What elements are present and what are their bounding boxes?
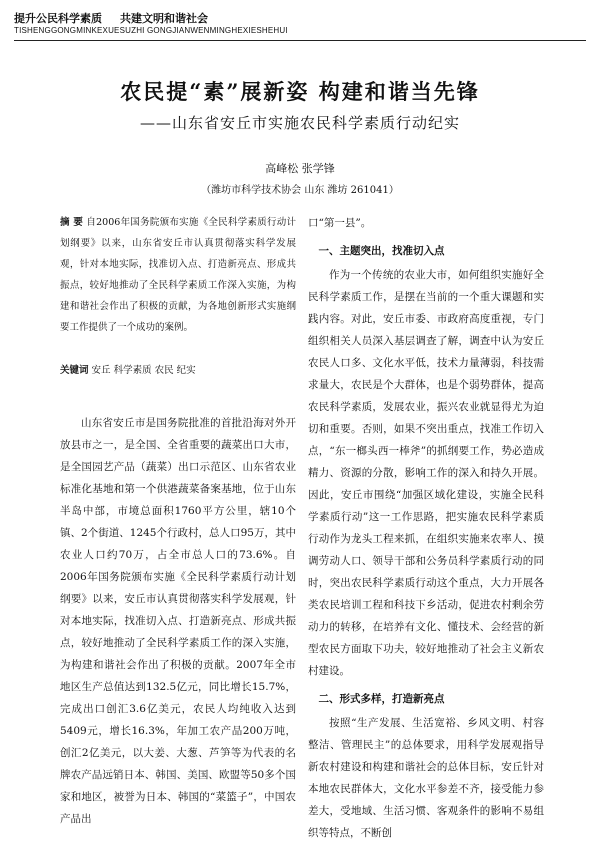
body-continuation: 口“第一县”。 — [308, 217, 372, 229]
left-column — [60, 212, 296, 830]
right-column — [308, 212, 544, 844]
article-title: 农民提“素”展新姿 构建和谐当先锋 — [120, 79, 480, 104]
abstract-label: 摘 要 — [60, 217, 84, 228]
running-header-cn — [14, 10, 586, 26]
body-paragraph-1: 作为一个传统的农业大市，如何组织实施好全民科学素质工作，是摆在当前的一个重大课题和实践内容。对此，安丘市委、市政府高度重视，专门组织相关人员深入基层调查了解，调查中认为安丘农民人口多、文化水平低，技术力量薄弱，科技需求量大，农民是个大群体，也是个弱势群体，提高农民科学素质，发展农业，振兴农业就显得尤为迫切和重要。否则，如果不突出重点，找准工作切入点，“东一榔头西一棒斧”的抓纲要工作，势必造成精力、资源的分散，影响工作的深入和持久开展。因此，安丘市围绕“加强区域化建设，实施全民科学素质行动”这一工作思路，把实施农民科学素质行动作为龙头工程来抓，在组织实施来农率人、摸调劳动人口、领导干部和公务员科学素质行动的同时，突出农民科学素质行动这个重点，大力开展各类农民培训工程和科技下乡活动，促进农村剩余劳动力的转移，在培养有文化、懂技术、会经营的新型农民方面取下功夫，较好地推动了社会主义新农村建设。 — [308, 269, 544, 677]
abstract — [60, 212, 296, 338]
running-header — [14, 10, 586, 35]
keywords-label: 关键词 — [60, 365, 89, 376]
running-header-en: TISHENGGONGMINKEXUESUZHI GONGJIANWENMINGHEXIESHEHUI — [14, 26, 288, 35]
section-heading-2: 二、形式多样，打造新亮点 — [318, 693, 445, 705]
body-paragraph-2: 按照“生产发展、生活宽裕、乡风文明、村容整洁、管理民主”的总体要求，用科学发展观指导新农村建设和构建和谐社会的总体目标，安丘针对本地农民群体大，文化水平参差不齐，接受能力参差大，受地域、生活习惯、客观条件的影响不易组织等特点，不断创 — [308, 717, 544, 839]
article-authors: 高峰松 张学锋 — [265, 162, 335, 175]
header-rule — [14, 40, 586, 41]
article-affiliation: （潍坊市科学技术协会 山东 潍坊 261041） — [201, 185, 399, 196]
body-paragraph-left: 山东省安丘市是国务院批准的首批沿海对外开放县市之一，是全国、全省重要的蔬菜出口大市，是全国园艺产品（蔬菜）出口示范区、山东省农业标准化基地和第一个供港蔬菜备案基地，位于山东半岛中部，市境总面积1760平方公里，辖10个镇、2个街道、1245个行政村，总人口95万，其中农业人口约70万，占全市总人口的73.6%。自2006年国务院颁布实施《全民科学素质行动计划纲要》以来，安丘市认真贯彻落实科学发展观，针对本地实际，找准切入点、打造新亮点、形成共振点，较好地推动了全民科学素质工作的深入实施，为构建和谐社会作出了积极的贡献。2007年全市地区生产总值达到132.5亿元，同比增长15.7%，完成出口创汇3.6亿美元，农民人均纯收入达到5409元，增长16.3%，年加工农产品200万吨，创汇2亿美元，以大姜、大葱、芦笋等为代表的名牌农产品远销日本、韩国、美国、欧盟等50多个国家和地区，被誉为日本、韩国的“菜篮子”，中国农产品出 — [60, 417, 296, 825]
section-heading-1: 一、主题突出，找准切入点 — [318, 245, 445, 257]
running-header-left: 提升公民科学素质 — [14, 12, 102, 25]
keywords-text: 安丘 科学素质 农民 纪实 — [91, 365, 196, 376]
article-subtitle: ——山东省安丘市实施农民科学素质行动纪实 — [139, 114, 460, 132]
abstract-text: 自2006年国务院颁布实施《全民科学素质行动计划纲要》以来，山东省安丘市认真贯彻落实科学发展观，针对本地实际，找准切入点、打造新亮点、形成共振点，较好地推动了全民科学素质工作深入实施，为构建和谐社会作出了积极的贡献，为各地创新形式实施纲要工作提供了一个成功的案例。 — [60, 217, 296, 333]
keywords — [60, 360, 296, 382]
running-header-right: 共建文明和谐社会 — [120, 12, 208, 25]
